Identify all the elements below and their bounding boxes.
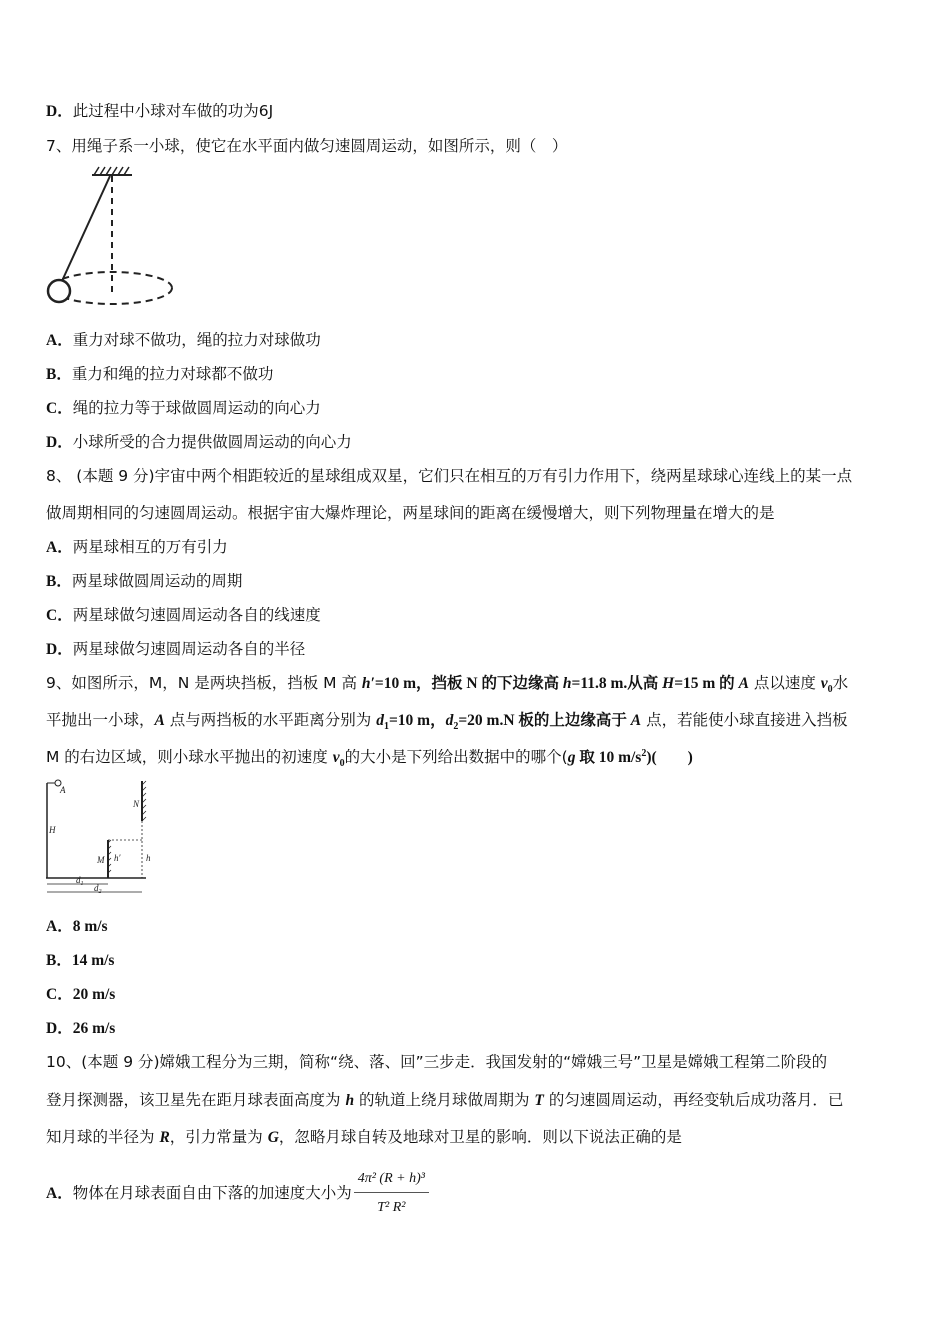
q10-stem-line2 bbox=[46, 1089, 843, 1112]
var-d1: d bbox=[376, 712, 384, 729]
text: 水 bbox=[832, 674, 849, 692]
option-text: 此过程中小球对车做的功为6J bbox=[72, 102, 274, 120]
option-label: B． bbox=[46, 952, 72, 969]
option-label: D． bbox=[46, 103, 73, 120]
option-label: D． bbox=[46, 434, 73, 451]
q9-option-b bbox=[46, 949, 114, 972]
subscript: 1 bbox=[383, 721, 389, 733]
q9-option-a bbox=[46, 915, 108, 938]
var-A: A bbox=[154, 712, 165, 729]
option-text: 8 m/s bbox=[72, 918, 108, 935]
option-text: 26 m/s bbox=[72, 1020, 116, 1037]
q7-option-d bbox=[46, 431, 352, 454]
option-label: A． bbox=[46, 539, 73, 556]
q8-stem-line1: 8、 (本题 9 分)宇宙中两个相距较近的星球组成双星，它们只在相互的万有引力作用下，绕两星球球心连线上的某一点 bbox=[46, 467, 853, 485]
option-label: B． bbox=[46, 366, 72, 383]
text: 的轨道上绕月球做周期为 bbox=[354, 1091, 535, 1109]
q10-stem-line1: 10、(本题 9 分)嫦娥工程分为三期，简称“绕、落、回”三步走．我国发射的“嫦娥三号”卫星是嫦娥工程第二阶段的 bbox=[46, 1053, 828, 1071]
var-T: T bbox=[534, 1092, 544, 1109]
var-R: R bbox=[159, 1129, 170, 1146]
option-label: C． bbox=[46, 400, 73, 417]
option-text: 两星球做匀速圆周运动各自的线速度 bbox=[72, 606, 321, 624]
q7-option-b bbox=[46, 363, 273, 386]
text: 登月探测器，该卫星先在距月球表面高度为 bbox=[46, 1091, 346, 1109]
q8-option-d bbox=[46, 638, 305, 661]
text: =10 m，挡板 N 的下边缘高 bbox=[374, 675, 563, 692]
option-label: D． bbox=[46, 1020, 73, 1037]
fig-label-M: M bbox=[97, 855, 105, 865]
text: ，忽略月球自转及地球对卫星的影响．则以下说法正确的是 bbox=[278, 1128, 682, 1146]
text: =10 m， bbox=[388, 712, 446, 729]
var-h: h bbox=[562, 675, 572, 692]
option-label: A． bbox=[46, 332, 73, 349]
fig-label-A: A bbox=[60, 785, 66, 795]
text: 知月球的半径为 bbox=[46, 1128, 160, 1146]
formula-numerator: 4π² (R + h)³ bbox=[354, 1168, 429, 1193]
text: =20 m.N 板的上边缘高于 bbox=[458, 712, 631, 729]
text: =15 m 的 bbox=[674, 675, 739, 692]
fig-label-H: H bbox=[49, 825, 56, 835]
option-text: 重力对球不做功，绳的拉力对球做功 bbox=[72, 331, 321, 349]
q6-option-d bbox=[46, 100, 273, 123]
q9-stem-line2 bbox=[46, 709, 848, 732]
option-text: 小球所受的合力提供做圆周运动的向心力 bbox=[72, 433, 352, 451]
option-text: 绳的拉力等于球做圆周运动的向心力 bbox=[72, 399, 321, 417]
var-g: g bbox=[567, 749, 576, 766]
superscript: 2 bbox=[641, 747, 647, 759]
option-text: 物体在月球表面自由下落的加速度大小为 bbox=[72, 1184, 352, 1202]
text: 9、如图所示，M，N 是两块挡板，挡板 M 高 bbox=[46, 674, 362, 692]
formula-denominator: T² R² bbox=[377, 1200, 406, 1215]
q8-option-b bbox=[46, 570, 242, 593]
fig-label-d1: $d_1$ bbox=[76, 875, 84, 887]
option-label: C． bbox=[46, 607, 73, 624]
option-text: 两星球做圆周运动的周期 bbox=[71, 572, 243, 590]
q8-option-a bbox=[46, 536, 228, 559]
var-h: h bbox=[345, 1092, 355, 1109]
var-h-prime: h′ bbox=[361, 675, 375, 692]
option-text: 20 m/s bbox=[72, 986, 116, 1003]
var-A: A bbox=[738, 675, 749, 692]
option-label: B． bbox=[46, 573, 72, 590]
q10-stem-line3 bbox=[46, 1126, 682, 1149]
fig-label-N: N bbox=[133, 799, 140, 809]
text: 点，若能使小球直接进入挡板 bbox=[641, 711, 848, 729]
text: =11.8 m.从高 bbox=[571, 675, 663, 692]
text: 的匀速圆周运动，再经变轨后成功落月．已 bbox=[543, 1091, 844, 1109]
q9-stem-line1 bbox=[46, 672, 848, 695]
q9-option-c bbox=[46, 983, 115, 1006]
subscript: 0 bbox=[339, 758, 345, 770]
var-H: H bbox=[662, 675, 675, 692]
formula-fraction bbox=[354, 1168, 429, 1219]
option-label: D． bbox=[46, 641, 73, 658]
text: 取 10 m/s bbox=[575, 749, 642, 766]
barrier-figure bbox=[40, 777, 160, 897]
var-A: A bbox=[630, 712, 642, 729]
option-text: 14 m/s bbox=[71, 952, 115, 969]
option-text: 两星球做匀速圆周运动各自的半径 bbox=[72, 640, 306, 658]
fig-label-d2: $d_2$ bbox=[94, 883, 102, 895]
var-v: v bbox=[820, 675, 828, 692]
text: ，引力常量为 bbox=[169, 1128, 268, 1146]
q9-stem-line3 bbox=[46, 746, 693, 769]
option-label: C． bbox=[46, 986, 73, 1003]
fig-label-h-prime: h′ bbox=[114, 853, 121, 863]
q8-stem-line2: 做周期相同的匀速圆周运动。根据宇宙大爆炸理论，两星球间的距离在缓慢增大，则下列物理量在增大的是 bbox=[46, 504, 775, 522]
q7-option-c bbox=[46, 397, 321, 420]
var-v: v bbox=[332, 749, 340, 766]
fig-label-h: h bbox=[146, 853, 151, 863]
option-text: 两星球相互的万有引力 bbox=[72, 538, 228, 556]
option-label: A． bbox=[46, 918, 73, 935]
text: 点以速度 bbox=[748, 674, 821, 692]
q7-stem: 7、用绳子系一小球，使它在水平面内做匀速圆周运动，如图所示，则（ ） bbox=[46, 137, 568, 155]
text: M 的右边区域，则小球水平抛出的初速度 bbox=[46, 748, 333, 766]
subscript: 0 bbox=[827, 684, 833, 696]
option-text: 重力和绳的拉力对球都不做功 bbox=[71, 365, 274, 383]
text: 的大小是下列给出数据中的哪个( bbox=[344, 748, 568, 766]
subscript: 2 bbox=[453, 721, 459, 733]
q10-option-a bbox=[46, 1168, 429, 1219]
q7-option-a bbox=[46, 329, 321, 352]
var-G: G bbox=[267, 1129, 279, 1146]
text: )( ) bbox=[646, 749, 693, 766]
var-d2: d bbox=[445, 712, 454, 729]
pendulum-figure bbox=[44, 163, 179, 311]
text: 点与两挡板的水平距离分别为 bbox=[164, 711, 377, 729]
option-label: A． bbox=[46, 1185, 73, 1202]
q8-option-c bbox=[46, 604, 321, 627]
q9-option-d bbox=[46, 1017, 115, 1040]
text: 平抛出一小球， bbox=[46, 711, 155, 729]
